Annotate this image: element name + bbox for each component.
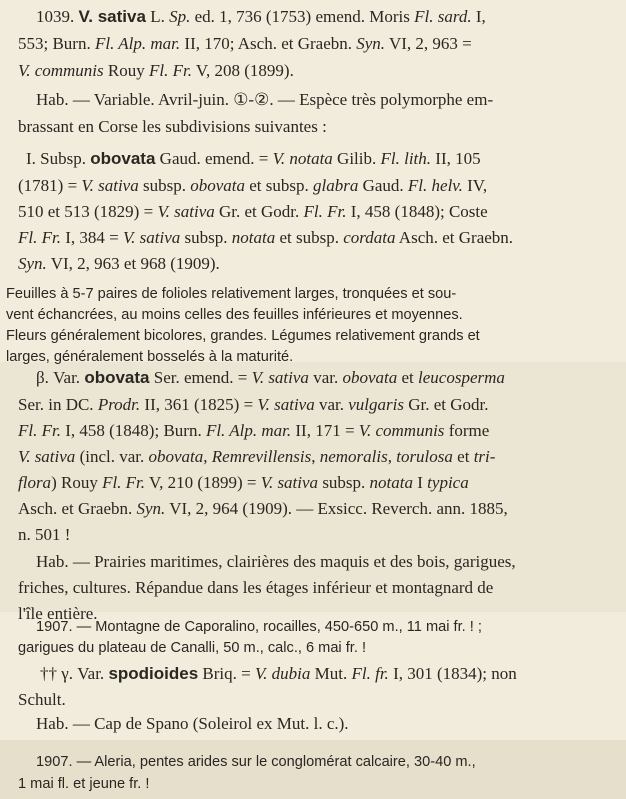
subsp-line-4: Fl. Fr. I, 384 = V. sativa subsp. notata et subsp. cordata Asch. et Graebn. <box>18 228 514 247</box>
subsp-line-5: Syn. VI, 2, 963 et 968 (1909). <box>18 254 220 273</box>
var-obovata-locality-1: 1907. — Montagne de Caporalino, rocailles, 450-650 m., 11 mai fr. ! ; <box>36 619 482 635</box>
subsp-description-line-1: Feuilles à 5-7 paires de folioles relativement larges, tronquées et sou- <box>6 286 457 302</box>
subsp-description-line-3: Fleurs généralement bicolores, grandes. Légumes relativement grands et <box>6 328 480 344</box>
var-obovata-line-3: Fl. Fr. I, 458 (1848); Burn. Fl. Alp. mar. II, 171 = V. communis forme <box>18 421 490 440</box>
var-obovata-habitat-3: l'île entière. <box>18 604 98 623</box>
var-name: obovata <box>84 368 150 387</box>
subsp-line-2: (1781) = V. sativa subsp. obovata et subsp. glabra Gaud. Fl. helv. IV, <box>18 176 488 195</box>
var-obovata-habitat-1: Hab. — Prairies maritimes, clairières des maquis et des bois, garigues, <box>36 552 516 571</box>
var-spodioides-line-1: †† γ. Var. spodioides Briq. = V. dubia Mut. Fl. fr. I, 301 (1834); non <box>40 664 517 683</box>
subsp-description-line-4: larges, généralement bosselés à la maturité. <box>6 349 294 365</box>
entry-habitat-line-2: brassant en Corse les subdivisions suivantes : <box>18 117 327 136</box>
entry-line-1: 1039. V. sativa L. Sp. ed. 1, 736 (1753) emend. Moris Fl. sard. I, <box>36 7 486 26</box>
var-obovata-habitat-2: friches, cultures. Répandue dans les étages inférieur et montagnard de <box>18 578 494 597</box>
subsp-name: obovata <box>90 149 156 168</box>
species-name: V. sativa <box>78 7 146 26</box>
var-spodioides-locality-2: 1 mai fl. et jeune fr. ! <box>18 776 150 792</box>
var-obovata-line-1: β. Var. obovata Ser. emend. = V. sativa var. obovata et leucosperma <box>36 368 505 387</box>
entry-line-2: 553; Burn. Fl. Alp. mar. II, 170; Asch. et Graebn. Syn. VI, 2, 963 = <box>18 34 472 53</box>
var-obovata-line-2: Ser. in DC. Prodr. II, 361 (1825) = V. sativa var. vulgaris Gr. et Godr. <box>18 395 489 414</box>
var-obovata-line-7: n. 501 ! <box>18 525 71 544</box>
var-obovata-line-5: flora) Rouy Fl. Fr. V, 210 (1899) = V. sativa subsp. notata I typica <box>18 473 469 492</box>
entry-habitat-line-1: Hab. — Variable. Avril-juin. ①-②. — Espèce très polymorphe em- <box>36 90 494 109</box>
var-obovata-line-6: Asch. et Graebn. Syn. VI, 2, 964 (1909). — Exsicc. Reverch. ann. 1885, <box>18 499 508 518</box>
var-spodioides-habitat: Hab. — Cap de Spano (Soleirol ex Mut. l. c.). <box>36 714 349 733</box>
var-spodioides-line-2: Schult. <box>18 690 66 709</box>
entry-line-3: V. communis Rouy Fl. Fr. V, 208 (1899). <box>18 61 294 80</box>
subsp-description-line-2: vent échancrées, au moins celles des feuilles inférieures et moyennes. <box>6 307 463 323</box>
var-obovata-locality-2: garigues du plateau de Canalli, 50 m., calc., 6 mai fr. ! <box>18 640 367 656</box>
subsp-line-3: 510 et 513 (1829) = V. sativa Gr. et Godr. Fl. Fr. I, 458 (1848); Coste <box>18 202 488 221</box>
entry-number: 1039. <box>36 7 75 26</box>
subsp-line-1: I. Subsp. obovata Gaud. emend. = V. notata Gilib. Fl. lith. II, 105 <box>26 149 481 168</box>
var-spodioides-name: spodioides <box>108 664 199 683</box>
var-obovata-line-4: V. sativa (incl. var. obovata, Remrevillensis, nemoralis, torulosa et tri- <box>18 447 496 466</box>
var-spodioides-locality-1: 1907. — Aleria, pentes arides sur le conglomérat calcaire, 30-40 m., <box>36 754 476 770</box>
